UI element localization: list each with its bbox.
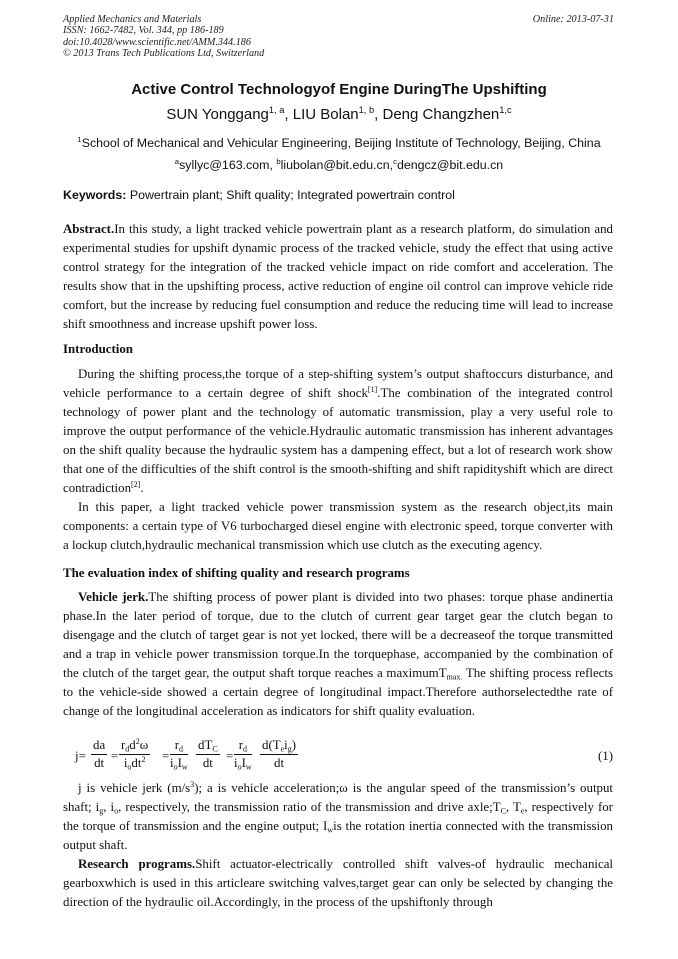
email-link[interactable]: dengcz@bit.edu.cn — [396, 158, 504, 172]
email-link[interactable]: syllyc@163.com, — [179, 158, 277, 172]
research-text: Shift actuator-electrically controlled shift valves-of hydraulic mechanical gearboxwhich is used in this articleare switching valves,target gear can only be selected by changing the direction of the hydraulic oil.Accordingly, in the process of the upshiftonly through — [63, 857, 613, 910]
eq-fraction: $dT_C$ dt — [198, 738, 218, 770]
vehicle-jerk-paragraph — [63, 588, 613, 721]
author-name: SUN Yonggang — [166, 106, 269, 123]
author-name: LIU Bolan — [292, 106, 359, 123]
eq-fraction: $d(T_ei_g)$ dt — [262, 738, 297, 770]
introduction-body — [63, 365, 613, 555]
intro-text: . — [140, 481, 144, 496]
keywords-text: Powertrain plant; Shift quality; Integrated powertrain control — [129, 188, 455, 202]
email-list — [0, 158, 678, 172]
keywords — [63, 188, 455, 202]
research-programs-paragraph — [63, 855, 613, 912]
abstract-label: Abstract. — [63, 222, 115, 236]
author-list: SUN Yonggang$^{1, a}$, LIU Bolan$^{1, b}$, Deng Changzhen$^{1,c}$ — [166, 104, 512, 123]
equation-1 — [63, 738, 613, 778]
abstract-text: In this study, a light tracked vehicle powertrain plant as a research platform, do simulation and experimental studies for upshift dynamic process of the tracked vehicle, study the effect that using active control strategy for the integration of the tracked vehicle impact on ride comfort and acceleration. The results show that in the upshifting process, active reduction of engine oil control can improve vehicle ride comfort, but the increase by reducing fuel consumption and reduce the reducing time will lead to increase shift smoothness and increase upshift power loss. — [63, 222, 613, 332]
equation-number: (1) — [597, 749, 613, 763]
evaluation-heading: The evaluation index of shifting quality and research programs — [63, 566, 410, 580]
eq-fraction: $\frac{da}{dt}$ — [93, 738, 106, 770]
citation-ref[interactable]: [1] — [367, 384, 378, 394]
intro-paragraph-1 — [63, 365, 613, 498]
jerk-definition-paragraph: j is vehicle jerk $(m/s^3)$; a is vehicle acceleration;ω is the angular speed of the transmission’s output shaft; $i_g$, $i_o$, respectively, the transmission ratio of the transmission and drive $axle;T_C$, $T_e$, respectively for the torque of transmission and the engine output; $I_wis$ the rotation inertia connected with the transmission output shaft. — [63, 779, 613, 853]
eq-fraction: $r_d$ $i_oI_w$ — [170, 738, 188, 772]
author-affil-mark: 1, b — [358, 104, 375, 115]
eq-fraction: $r_d$ $i_oI_w$ — [234, 738, 252, 772]
citation-ref[interactable]: [2] — [131, 480, 141, 490]
copyright: © 2013 Trans Tech Publications Ltd, Switzerland — [63, 48, 265, 60]
intro-text: .The combination of the integrated control technology of power plant and the technology of automatic transmission, play a very useful role to improve the output performance of the vehicle.Hydraulic automatic transmission has inherent advantages on the shift quality because the hydraulic system has a dampening effect, but a lot of research work show that one of the difficulties of the shift control is the smooth-shifting and shift rapidityshift which are direct contradiction — [63, 386, 613, 496]
intro-text: During the shifting process,the torque of a step-shifting system’s output shaftoccurs disturbance, and vehicle performance to a certain degree of shift shock — [63, 367, 613, 401]
journal-header — [63, 14, 264, 60]
author-name: Deng Changzhen — [382, 106, 500, 123]
jerk-text: The shifting process reflects to the vehicle-side showed a certain degree of longitudinal impact.Therefore authorselectedthe rate of change of the longitudinal acceleration as indicators for shift quality evaluation. — [63, 666, 613, 719]
eq-lhs: j= — [75, 749, 86, 763]
jerk-label: Vehicle jerk. — [78, 590, 149, 604]
doi: doi:10.4028/www.scientific.net/AMM.344.186 — [63, 36, 251, 48]
email-mark: c — [393, 157, 397, 167]
tmax-subscript: max. — [446, 672, 463, 682]
research-label: Research programs. — [78, 857, 196, 871]
jerk-text: The shifting process of power plant is divided into two phases: torque phase andinertia phase.In the later period of torque, due to the clutch of current gear target gear the clutch began to disengage and the clutch of target gear is not yet locked, there will be a decreaseof the torque transmitted and a trap in vehicle power transmission torque.In the torquephase, accompanied by the combination of the clutch of the target gear, the output shaft torque reaches a maximumT — [63, 590, 613, 681]
affiliation — [0, 136, 678, 150]
issn-volume: ISSN: 1662-7482, Vol. 344, pp 186-189 — [63, 25, 224, 37]
journal-name: Applied Mechanics and Materials — [63, 14, 202, 25]
abstract — [63, 220, 613, 334]
author-affil-mark: 1, a — [268, 104, 285, 115]
eq-sign: = — [226, 749, 234, 763]
paper-title: Active Control Technologyof Engine DuringThe Upshifting — [131, 81, 547, 98]
introduction-heading: Introduction — [63, 342, 133, 356]
affil-text: School of Mechanical and Vehicular Engineering, Beijing Institute of Technology, Beijing, China — [81, 136, 601, 150]
affil-mark: 1 — [77, 135, 82, 145]
email-link[interactable]: liubolan@bit.edu.cn, — [280, 158, 394, 172]
online-date: Online: 2013-07-31 — [532, 14, 614, 25]
eq-sign: = — [111, 749, 119, 763]
eq-fraction: $r_dd^2\omega$ $i_odt^2$ — [121, 736, 149, 772]
email-mark: a — [174, 157, 180, 167]
author-affil-mark: 1,c — [499, 104, 512, 115]
email-mark: b — [276, 157, 281, 167]
keywords-label: Keywords: — [63, 188, 127, 202]
eq-sign: = — [162, 749, 170, 763]
intro-paragraph-2: In this paper, a light tracked vehicle power transmission system as the research object,its main components: a certain type of V6 turbocharged diesel engine with electronic speed, torque converter with a lockup clutch,hydraulic mechanical transmission which use clutch as the executing agency. — [63, 500, 613, 553]
